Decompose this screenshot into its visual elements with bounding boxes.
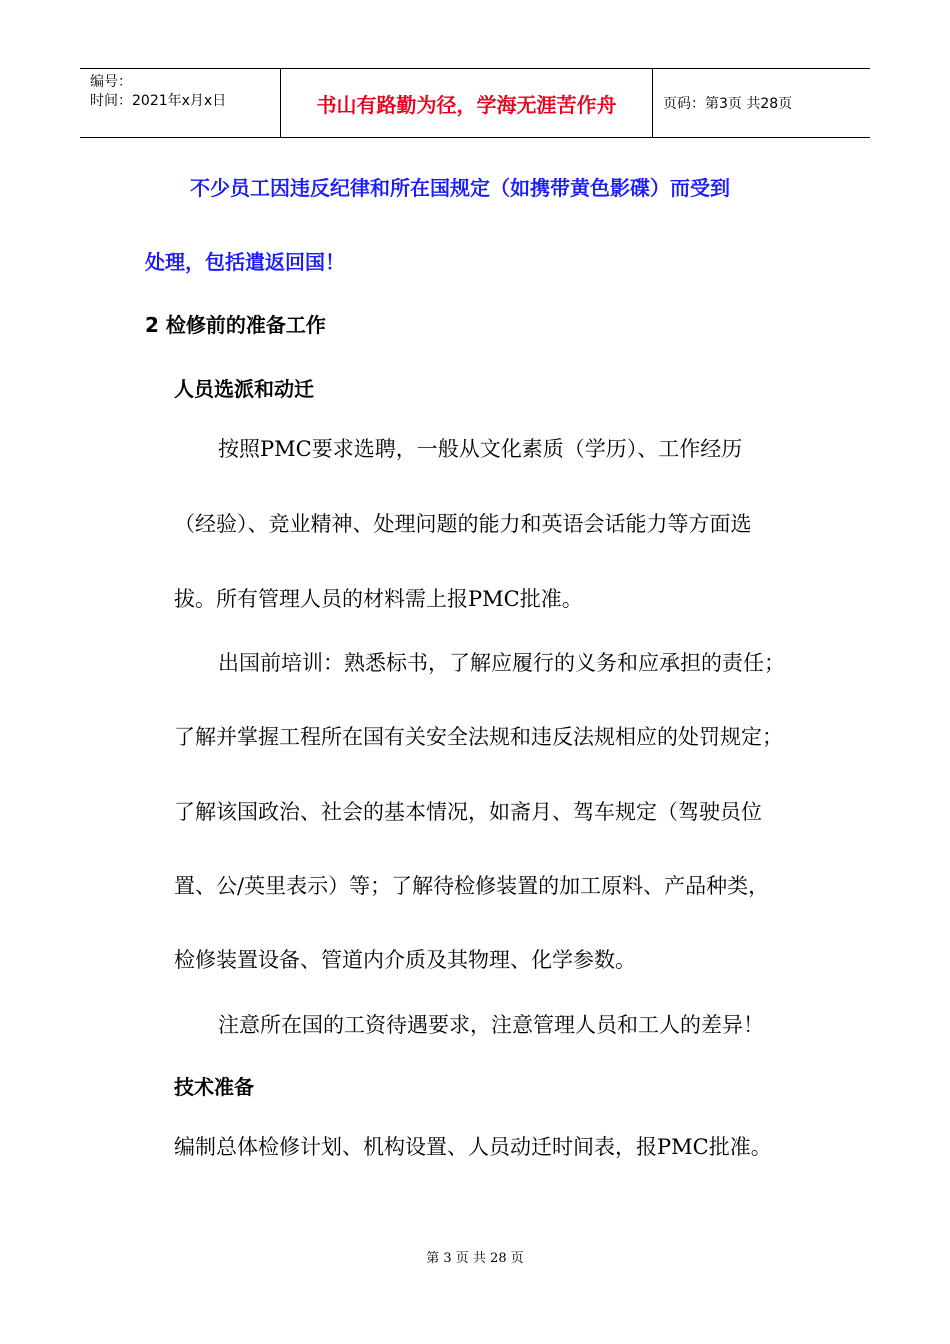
paragraph-line: 注意所在国的工资待遇要求，注意管理人员和工人的差异！: [218, 1013, 764, 1037]
subsection-title-personnel: 人员选派和动迁: [174, 377, 314, 401]
header-page-number: 页码：第3页 共28页: [663, 96, 793, 112]
header-meta: [80, 69, 281, 137]
page-header: [80, 68, 870, 138]
document-date: 时间：2021年x月x日: [90, 93, 227, 109]
paragraph-line: 置、公/英里表示）等；了解待检修装置的加工原料、产品种类，: [174, 874, 770, 898]
paragraph-line: 按照PMC要求选聘，一般从文化素质（学历）、工作经历: [218, 437, 743, 461]
paragraph-line: 编制总体检修计划、机构设置、人员动迁时间表，报PMC批准。: [174, 1135, 772, 1159]
page-footer: 第 3 页 共 28 页: [426, 1251, 524, 1266]
paragraph-line: 了解并掌握工程所在国有关安全法规和违反法规相应的处罚规定；: [174, 725, 783, 749]
document-number: 编号：: [90, 74, 132, 90]
paragraph-line: 检修装置设备、管道内介质及其物理、化学参数。: [174, 948, 636, 972]
paragraph-line: 拔。所有管理人员的材料需上报PMC批准。: [174, 587, 583, 611]
intro-line-2: 处理，包括遣返回国！: [145, 250, 345, 274]
header-motto: 书山有路勤为径，学海无涯苦作舟: [281, 69, 653, 137]
section-title: 2 检修前的准备工作: [145, 313, 326, 337]
paragraph-line: 了解该国政治、社会的基本情况，如斋月、驾车规定（驾驶员位: [174, 800, 762, 824]
subsection-title-technical: 技术准备: [174, 1075, 254, 1099]
intro-line-1: 不少员工因违反纪律和所在国规定（如携带黄色影碟）而受到: [190, 176, 730, 200]
paragraph-line: （经验）、竞业精神、处理问题的能力和英语会话能力等方面选: [174, 512, 752, 536]
paragraph-line: 出国前培训：熟悉标书，了解应履行的义务和应承担的责任；: [218, 651, 785, 675]
